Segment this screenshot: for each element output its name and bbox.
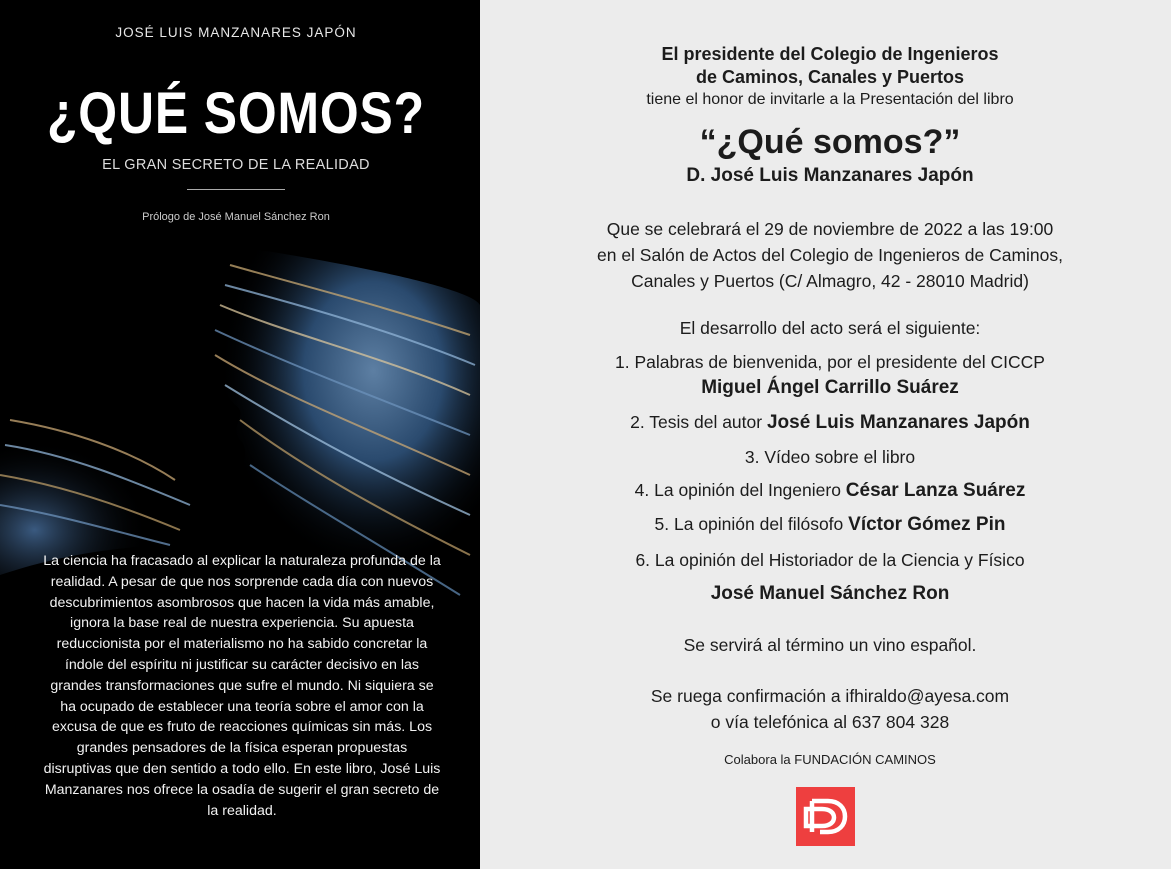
- event-venue: en el Salón de Actos del Colegio de Ingenieros de Caminos,: [597, 245, 1063, 265]
- cover-prologue: Prólogo de José Manuel Sánchez Ron: [142, 211, 330, 223]
- program-item-4-text: 4. La opinión del Ingeniero: [634, 480, 846, 500]
- program-item-4: [480, 480, 1171, 502]
- host-line-2: de Caminos, Canales y Puertos: [695, 67, 965, 87]
- book-cover: [0, 0, 480, 869]
- program-item-2: [480, 412, 1171, 434]
- program-item-5-text: 5. La opinión del filósofo: [654, 514, 849, 534]
- program-item-2-name: José Luis Manzanares Japón: [766, 412, 1030, 433]
- program-item-5-name: Víctor Gómez Pin: [848, 514, 1006, 535]
- event-when: Que se celebrará el 29 de noviembre de 2022 a las 19:00: [606, 219, 1054, 239]
- program-item-4-name: César Lanza Suárez: [845, 480, 1026, 501]
- rsvp-phone: o vía telefónica al 637 804 328: [710, 712, 950, 732]
- program-item-1-name: Miguel Ángel Carrillo Suárez: [701, 377, 959, 398]
- program-item-5: [480, 514, 1171, 536]
- event-address: Canales y Puertos (C/ Almagro, 42 - 28010 Madrid): [631, 271, 1029, 291]
- host-line-1: El presidente del Colegio de Ingenieros: [661, 44, 999, 64]
- program-item-3: 3. Vídeo sobre el libro: [744, 447, 916, 467]
- program-item-6: 6. La opinión del Historiador de la Ciencia y Físico: [635, 550, 1025, 570]
- cover-blurb: La ciencia ha fracasado al explicar la naturaleza profunda de la realidad. A pesar de que nos sorprende cada día con nuevos descubrimientos asombrosos que hacen la vida más amable, ignora la base real de nuestra experiencia. Su apuesta reduccionista por el materialismo no ha sabido concretar la índole del espíritu ni justificar su carácter decisivo en las grandes transformaciones que sufre el mundo. Ni siquiera se ha ocupado de establecer una teoría sobre el amor con la excusa de que es fruto de reacciones químicas sin más. Los grandes pensadores de la física esperan propuestas disruptivas que den sentido a todo ello. En este libro, José Luis Manzanares nos ofrece la osadía de sugerir el gran secreto de la realidad.: [43, 553, 441, 819]
- invitation-honor: tiene el honor de invitarle a la Presentación del libro: [646, 91, 1014, 108]
- wine-note: Se servirá al término un vino español.: [683, 635, 977, 655]
- program-item-6-name: José Manuel Sánchez Ron: [710, 583, 950, 604]
- rsvp-email: Se ruega confirmación a ifhiraldo@ayesa.com: [650, 686, 1010, 706]
- cover-title: ¿QUÉ SOMOS?: [46, 81, 426, 146]
- book-title: “¿Qué somos?”: [699, 123, 961, 161]
- book-author: D. José Luis Manzanares Japón: [686, 165, 974, 186]
- sponsor-line: Colabora la FUNDACIÓN CAMINOS: [724, 752, 936, 767]
- program-intro: El desarrollo del acto será el siguiente:: [679, 318, 981, 338]
- cover-subtitle: EL GRAN SECRETO DE LA REALIDAD: [102, 157, 370, 173]
- program-item-2-text: 2. Tesis del autor: [630, 412, 767, 432]
- cover-divider: [187, 189, 285, 190]
- cover-author: JOSÉ LUIS MANZANARES JAPÓN: [115, 25, 357, 40]
- program-item-1: 1. Palabras de bienvenida, por el presidente del CICCP: [615, 352, 1045, 372]
- invitation-panel: [480, 0, 1171, 869]
- fundacion-caminos-logo-icon: [796, 787, 855, 846]
